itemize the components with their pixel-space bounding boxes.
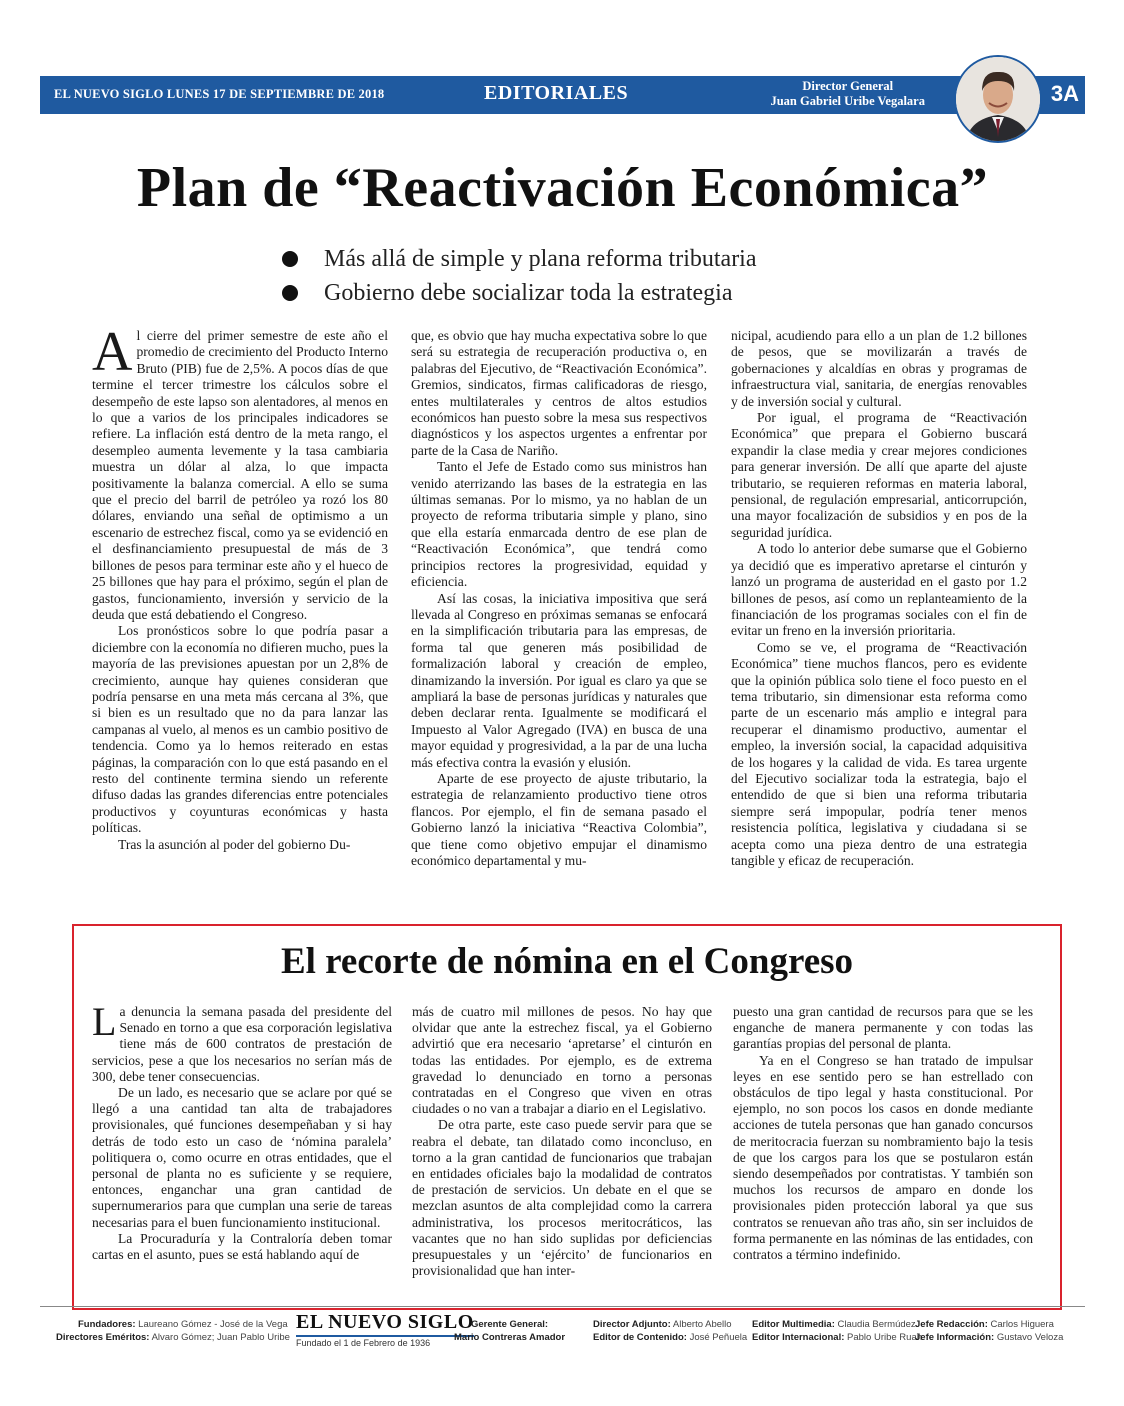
director-portrait-icon: [956, 57, 1040, 141]
director-avatar: [954, 55, 1042, 143]
footer-label: Directores Eméritos:: [56, 1332, 150, 1343]
paragraph: Al cierre del primer semestre de este año el promedio de crecimiento del Producto Interno Bruto (PIB) fue de 2,5%. A pocos días de que termine el tercer trimestre los cálculos sobre el desempeño de este lapso son alentadores, al menos en lo que a varios de los principales indicadores se refiere. La inflación está dentro de la meta rango, el desempleo aumenta levemente y la tasa cambiaria muestra un dólar al alza, lo que impacta positivamente la balanza comercial. A ello se suma que el precio del barril de petróleo ya rozó los 80 dólares, enviando una señal de optimismo a un escenario de estrechez fiscal, como ya se evidenció en el desfinanciamiento presupuestal de más de 3 billones de pesos para terminar este año y el hueco de 25 billones que hay para el próximo, según el plan de gastos, funcionamiento, inversión y servicio de la deuda que está debatiendo el Congreso.: [92, 321, 388, 622]
paragraph: Tras la asunción al poder del gobierno Du-: [118, 836, 351, 852]
paragraph: puesto una gran cantidad de recursos para que se les enganche de manera permanente y con todas las garantías propias del personal de planta.: [733, 1004, 1033, 1052]
footer-value: Mario Contreras Amador: [454, 1332, 566, 1343]
paragraph: que, es obvio que hay mucha expectativa sobre lo que será su estrategia de recuperación productiva o, en palabras del Ejecutivo, de “Reactivación Económica”. Gremios, sindicatos, firmas calificadoras de riesgo, entes multilaterales y centros de altos estudios económicos han puesto sobre la mesa sus respectivos diagnósticos y los aspectos urgentes a enfrentar por parte de la Casa de Nariño.: [411, 328, 707, 458]
footer-founders: [56, 1318, 290, 1344]
footer-label: Editor Internacional:: [752, 1332, 845, 1343]
page-number: 3A: [1050, 81, 1079, 106]
footer-value: José Peñuela: [689, 1332, 748, 1343]
footer-value: Gustavo Veloza: [996, 1332, 1064, 1343]
paragraph: De un lado, es necesario que se aclare por qué se llegó a una cantidad tan alta de trabajadores provisionales, qué funciones desempeñaban y si hay detrás de todo esto un caso de ‘nómina paralela’ politiquera o, como ocurre en otras entidades, que el personal de planta no es suficiente y se requiere, entonces, enganchar una gran cantidad de supernumerarios para que cumplan una serie de tareas necesarias para el buen funcionamiento institucional.: [92, 1085, 392, 1230]
footer-manager: [454, 1318, 565, 1344]
director-name: Juan Gabriel Uribe Vegalara: [770, 94, 925, 108]
footer-label: Editor Multimedia:: [752, 1319, 835, 1330]
editorial2-column-1: [92, 999, 392, 1263]
footer-editors-2: [752, 1318, 922, 1344]
editorial-title: Plan de “Reactivación Económica”: [136, 157, 989, 219]
paragraph: nicipal, acudiendo para ello a un plan de 1.2 billones de pesos, que se movilizarán a través de gobernaciones y alcaldías en obras y programas de infraestructura vial, sanitaria, de energías renovables y de inversión social y cultural.: [731, 328, 1027, 409]
paragraph: De otra parte, este caso puede servir para que se reabra el debate, tan dilatado como inconcluso, en torno a la gran cantidad de funcionarios que trabajan en entidades oficiales bajo la modalidad de contratos de prestación de servicios. Un debate en el que se mezclan asuntos de alta complejidad como la carrera administrativa, los procesos meritocráticos, las vacantes que no han sido suplidas por deficiencias presupuestales y un ‘ejército’ de funcionarios en provisionalidad que han inter-: [412, 1117, 712, 1279]
section-title: EDITORIALES: [484, 82, 629, 104]
paper-date: EL NUEVO SIGLO LUNES 17 DE SEPTIEMBRE DE 2018: [54, 87, 385, 101]
drop-cap: A: [92, 321, 133, 383]
footer-value: Alberto Abello: [672, 1319, 732, 1330]
paragraph: Ya en el Congreso se han tratado de impulsar leyes en ese sentido pero se han estrellado con obstáculos de tipo legal y hasta constitucional. Por ejemplo, no son pocos los casos en donde mediante acciones de tutela personas que han ganado concursos de meritocracia fuerzan su nombramiento bajo la tesis de que los cargos para los que se postularon están siendo desempeñados por contratistas. Y también son muchos los recursos de amparo en donde los provisionales piden protección laboral ya que sus contratos se renuevan año tras año, sin ser incluidos de forma permanente en las nóminas de las entidades, con contratos a término indefinido.: [733, 1052, 1033, 1263]
paragraph: La Procuraduría y la Contraloría deben tomar cartas en el asunto, pues se está hablando aquí de: [92, 1230, 392, 1263]
subhead-text: Más allá de simple y plana reforma tributaria: [324, 245, 757, 272]
footer-label: Fundadores:: [78, 1319, 136, 1330]
bullet-dot-icon: [282, 251, 298, 267]
footer-value: Claudia Bermúdez: [837, 1319, 916, 1330]
paragraph: Por igual, el programa de “Reactivación Económica” que prepara el Gobierno buscará expandir la clase media y crear mejores condiciones para generar inversión. De allí que aparte del ajuste tributario, se requieren reformas en materia laboral, pensional, de regulación empresarial, anticorrupción, una mayor focalización de subsidios y en pos de la seguridad jurídica.: [731, 410, 1027, 540]
drop-cap: L: [92, 999, 117, 1044]
footer-label: Gerente General:: [470, 1319, 549, 1330]
subhead-item: [282, 276, 757, 310]
paragraph: más de cuatro mil millones de pesos. No hay que olvidar que ante la estrechez fiscal, ya el Gobierno advirtió que era necesario ‘apretarse’ el cinturón en todas las entidades. Por ejemplo, es de extrema gravedad lo denunciado en torno a personas contratadas en el Congreso que viven en otras ciudades o no van a trabajar a diario en el Legislativo.: [412, 1004, 712, 1117]
paragraph: Como se ve, el programa de “Reactivación Económica” tiene muchos flancos, pero es evidente que la opinión pública solo tiene el foco puesto en el tema tributario, sin dimensionar esta reforma como parte de un escenario más amplio e integral para recuperar el dinamismo productivo, aumentar el empleo, la inversión social, la capacidad adquisitiva de los hogares y la calidad de vida. Es tarea urgente del Ejecutivo socializar toda la estrategia, bajo el entendido de que si bien una reforma tributaria siempre será impopular, podría tener menos resistencia política, legislativa y ciudadana si se acepta como una pieza dentro de una estrategia tangible y eficaz de recuperación.: [731, 639, 1027, 868]
footer-editors-1: [593, 1318, 747, 1344]
footer-value: Laureano Gómez - José de la Vega: [138, 1319, 288, 1330]
paragraph: A todo lo anterior debe sumarse que el Gobierno ya decidió que es imperativo apretarse el cinturón y lanzó un programa de austeridad en el gasto por 1.2 billones de pesos, así como un replanteamiento de la financiación de los programas sociales con el fin de evitar un freno en la inversión prioritaria.: [731, 541, 1027, 639]
footer-value: Pablo Uribe Ruan: [847, 1332, 923, 1343]
footer-label: Jefe Información:: [915, 1332, 995, 1343]
footer-label: Jefe Redacción:: [915, 1319, 988, 1330]
editorial1-column-2: [411, 328, 707, 869]
paragraph: Así las cosas, la iniciativa impositiva que será llevada al Congreso en próximas semanas se enfocará en la simplificación tributaria para las empresas, de forma tal que generen más posibilidad de formalización laboral y creación de empleo, dinamizando la inversión. Por igual es claro ya que se ampliará la base de personas jurídicas y naturales que deben declarar renta. Igualmente se modificará el Impuesto al Valor Agregado (IVA) en busca de una mayor equidad y progresividad, a la par de una lucha más efectiva contra la evasión y elusión.: [411, 590, 707, 770]
newspaper-logo: EL NUEVO SIGLO: [296, 1311, 474, 1337]
footer-divider: [40, 1306, 1085, 1307]
footer-label: Director Adjunto:: [593, 1319, 671, 1330]
masthead-bar: [40, 76, 1085, 114]
editorial-subheads: [282, 242, 757, 310]
footer-value: Carlos Higuera: [990, 1319, 1054, 1330]
editorial2-column-2: [412, 1004, 712, 1279]
bullet-dot-icon: [282, 285, 298, 301]
director-credit: [770, 79, 925, 109]
footer-value: Alvaro Gómez; Juan Pablo Uribe: [151, 1332, 290, 1343]
editorial2-column-3: [733, 1004, 1033, 1263]
paragraph: Los pronósticos sobre lo que podría pasar a diciembre con la economía no difieren mucho, pues la mayoría de las previsiones apuestan por un 2,8% de crecimiento, aunque hay quienes consideran que podría pensarse en una meta más cercana al 3%, que si bien es un resultado que no da para lanzar las campanas al vuelo, al menos es un cambio positivo de tendencia. Como ya lo hemos reiterado en estas páginas, la comparación con lo que está pasando en el resto del continente termina siendo un referente difuso dadas las grandes diferencias entre potenciales productivos y coyunturas económicas y hasta políticas.: [92, 623, 388, 836]
founding-date: Fundado el 1 de Febrero de 1936: [296, 1338, 431, 1348]
editorial1-column-3: [731, 328, 1027, 869]
footer-editors-3: [915, 1318, 1063, 1344]
subhead-text: Gobierno debe socializar toda la estrategia: [324, 279, 733, 306]
paragraph: Tanto el Jefe de Estado como sus ministros han venido aterrizando las bases de la estrategia en las últimas semanas. Por lo mismo, ya no hablan de un proyecto de reforma tributaria simple y plano, sino que ella estaría enmarcada dentro de ese plan de “Reactivación Económica”, que tendrá como principios rectores la progresividad, equidad y eficiencia.: [411, 459, 707, 590]
paragraph: Aparte de ese proyecto de ajuste tributario, la estrategia de relanzamiento productivo tiene otros flancos. Por ejemplo, el fin de semana pasado el Gobierno lanzó la iniciativa “Reactiva Colombia”, que tiene como objetivo empujar el dinamismo económico departamental y mu-: [411, 770, 707, 868]
paragraph: La denuncia la semana pasada del presidente del Senado en torno a que esa corporación legislativa tiene más de 600 contratos de prestación de servicios, pese a que los necesarios no serían más de 300, debe tener consecuencias.: [92, 999, 392, 1084]
editorial1-column-1: [92, 321, 388, 853]
footer-label: Editor de Contenido:: [593, 1332, 687, 1343]
director-role: Director General: [802, 79, 894, 93]
subhead-item: [282, 242, 757, 276]
editorial2-title: El recorte de nómina en el Congreso: [280, 941, 854, 982]
